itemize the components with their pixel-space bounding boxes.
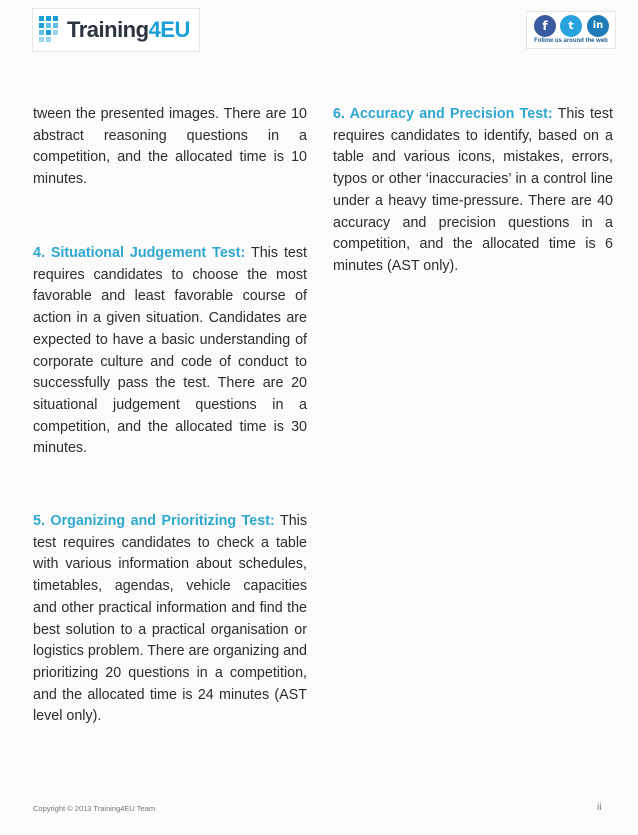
logo-text-accent: 4EU	[148, 17, 190, 42]
paragraph-situational-judgement	[33, 243, 307, 460]
text-situational-judgement: This test requires candidates to choose the most favorable and least favorable course of action in a given situation. Candidates are expected to have a basic understanding of corporate culture and code of conduct to successfully pass the test. There are 20 situational judgement questions in a competition, and the allocated time is 30 minutes.	[33, 245, 307, 457]
paragraph-accuracy-precision	[333, 104, 613, 278]
heading-accuracy-precision: 6. Accuracy and Precision Test:	[333, 106, 553, 122]
copyright-notice: Copyright © 2013 Training4EU Team	[33, 804, 156, 813]
text-organizing-prioritizing: This test requires candidates to check a table with various information about schedules, timetables, agendas, vehicle capacities and other practical information and find the best solution to a practical organisation or logistics problem. There are organizing and prioritizing 20 questions in a competition, and the allocated time is 24 minutes (AST level only).	[33, 513, 307, 725]
linkedin-icon[interactable]: in	[587, 15, 609, 37]
paragraph-organizing-prioritizing	[33, 511, 307, 728]
training4eu-logo[interactable]	[32, 8, 200, 52]
page-header	[0, 0, 638, 60]
text-accuracy-precision: This test requires candidates to identify, based on a table and various icons, mistakes, errors, typos or other ‘inaccuracies’ in a control line under a heavy time-pressure. There are 40 accuracy and precision questions in a competition, and the allocated time is 6 minutes (AST only).	[333, 106, 613, 274]
social-caption: Follow us around the web	[534, 38, 608, 44]
logo-wordmark	[67, 17, 190, 43]
heading-organizing-prioritizing: 5. Organizing and Prioritizing Test:	[33, 513, 275, 529]
logo-text-main: Training	[67, 17, 149, 42]
twitter-icon[interactable]: t	[560, 15, 582, 37]
heading-situational-judgement: 4. Situational Judgement Test:	[33, 245, 246, 261]
page-number: ii	[597, 802, 602, 813]
paragraph-abstract-reasoning-continued: tween the presented images. There are 10 abstract reasoning questions in a competition, and the allocated time is 10 minutes.	[33, 106, 307, 188]
facebook-icon[interactable]: f	[534, 15, 556, 37]
social-links	[526, 11, 616, 49]
logo-grid-icon	[37, 14, 65, 46]
